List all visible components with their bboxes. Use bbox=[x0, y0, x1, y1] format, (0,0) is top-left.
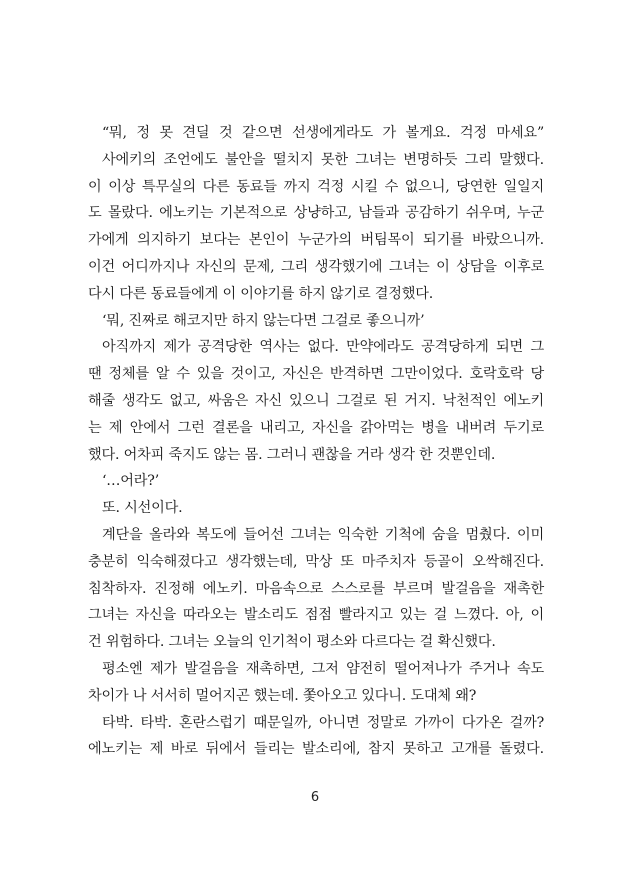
text-line: 는 제 안에서 그런 결론을 내리고, 자신을 갉아먹는 병을 내버려 두기로 bbox=[88, 419, 544, 436]
text-line: 다시 다른 동료들에게 이 이야기를 하지 않기로 결정했다. bbox=[88, 285, 434, 302]
text-line: 했다. 어차피 죽지도 않는 몸. 그러니 괜찮을 거라 생각 한 것뿐인데. bbox=[88, 446, 496, 463]
text-line: 땐 정체를 알 수 있을 것이고, 자신은 반격하면 그만이었다. 호락호락 당 bbox=[88, 366, 544, 383]
text-line: 침착하자. 진정해 에노키. 마음속으로 스스로를 부르며 발걸음을 재촉한 bbox=[88, 580, 544, 597]
text-line: ‘뭐, 진짜로 해코지만 하지 않는다면 그걸로 좋으니까’ bbox=[102, 312, 425, 329]
text-line: 이건 어디까지나 자신의 문제, 그리 생각했기에 그녀는 이 상담을 이후로 bbox=[88, 258, 544, 275]
body-text bbox=[88, 120, 544, 763]
page-number: 6 bbox=[310, 790, 320, 805]
text-line: 가에게 의지하기 보다는 본인이 누군가의 버팀목이 되기를 바랐으니까. bbox=[88, 232, 544, 249]
text-line: 충분히 익숙해졌다고 생각했는데, 막상 또 마주치자 등골이 오싹해진다. bbox=[88, 553, 544, 570]
text-line: 도 몰랐다. 에노키는 기본적으로 상냥하고, 남들과 공감하기 쉬우며, 누군 bbox=[88, 205, 544, 222]
text-line: 계단을 올라와 복도에 들어선 그녀는 익숙한 기척에 숨을 멈췄다. 이미 bbox=[102, 526, 544, 543]
text-line: 차이가 나 서서히 멀어지곤 했는데. 쫓아오고 있다니. 도대체 왜? bbox=[88, 687, 477, 704]
text-line: 또. 시선이다. bbox=[102, 500, 183, 517]
text-line: 아직까지 제가 공격당한 역사는 없다. 만약에라도 공격당하게 되면 그 bbox=[102, 339, 544, 356]
text-line: 건 위험하다. 그녀는 오늘의 인기척이 평소와 다르다는 걸 확신했다. bbox=[88, 634, 496, 651]
text-line: “뭐, 정 못 견딜 것 같으면 선생에게라도 가 볼게요. 걱정 마세요” bbox=[102, 125, 544, 141]
text-line: 에노키는 제 바로 뒤에서 들리는 발소리에, 참지 못하고 고개를 돌렸다. bbox=[88, 741, 544, 758]
text-line: 해줄 생각도 없고, 싸움은 자신 있으니 그걸로 된 거지. 낙천적인 에노키 bbox=[88, 392, 544, 409]
text-line: 이 이상 특무실의 다른 동료들 까지 걱정 시킬 수 없으니, 당연한 일일지 bbox=[88, 178, 544, 195]
text-line: 그녀는 자신을 따라오는 발소리도 점점 빨라지고 있는 걸 느꼈다. 아, 이 bbox=[88, 607, 544, 624]
text-line: 사에키의 조언에도 불안을 떨치지 못한 그녀는 변명하듯 그리 말했다. bbox=[102, 151, 544, 168]
text-line: ‘…어라?’ bbox=[102, 473, 160, 490]
text-line: 타박. 타박. 혼란스럽기 때문일까, 아니면 정말로 가까이 다가온 걸까? bbox=[102, 714, 544, 731]
text-line: 평소엔 제가 발걸음을 재촉하면, 그저 얌전히 떨어져나가 주거나 속도 bbox=[102, 660, 544, 677]
